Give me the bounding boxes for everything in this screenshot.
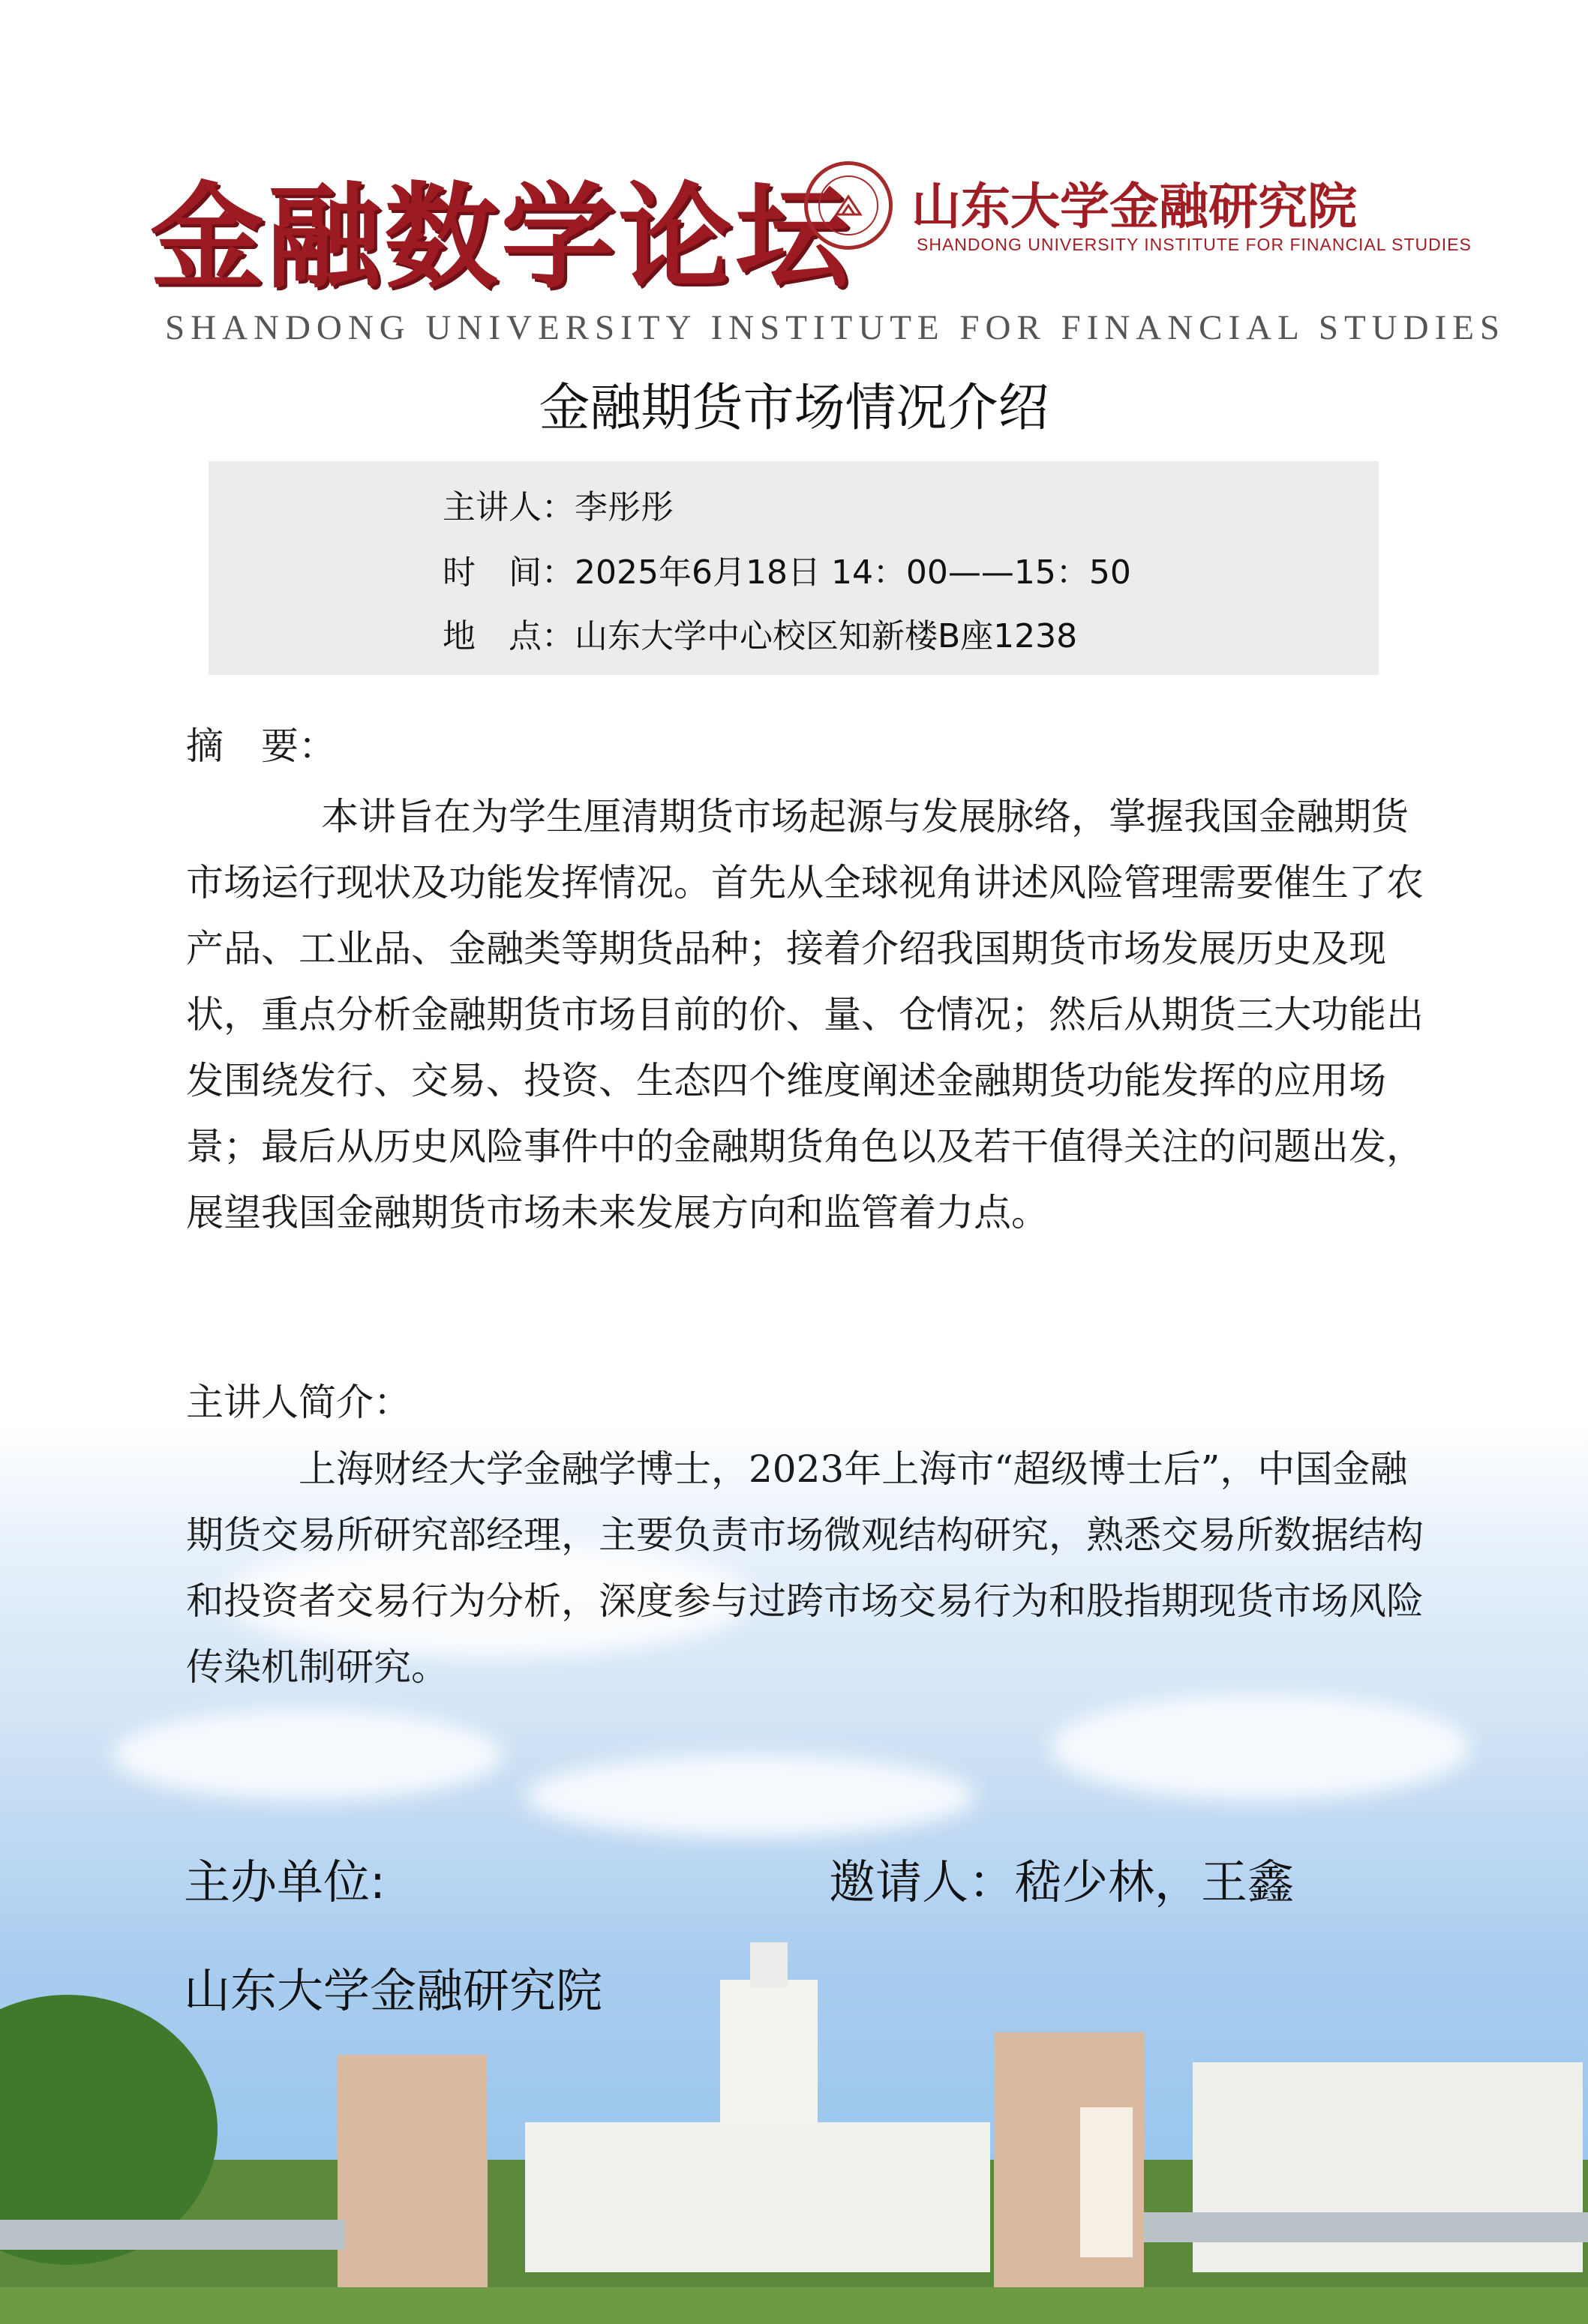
bio-text: 上海财经大学金融学博士，2023年上海市“超级博士后”，中国金融期货交易所研究部经理，主要负责市场微观结构研究，熟悉交易所数据结构和投资者交易行为分析，深度参与过跨市场交易行为和股指期现货市场风险传染机制研究。 bbox=[186, 1447, 1424, 1689]
cloud bbox=[1050, 1695, 1470, 1800]
organizer-label: 主办单位: bbox=[184, 1855, 386, 1909]
institute-name-en: SHANDONG UNIVERSITY INSTITUTE FOR FINANCIAL STUDIES bbox=[917, 235, 1472, 254]
abstract-heading: 摘 要： bbox=[186, 724, 336, 768]
campus-gate-illustration bbox=[0, 1935, 1588, 2324]
place-line: 地 点：山东大学中心校区知新楼B座1238 bbox=[443, 617, 1078, 655]
gate-pillar-left bbox=[338, 2055, 488, 2324]
gate-wall-right bbox=[1144, 2212, 1588, 2242]
seal-emblem-icon bbox=[833, 190, 863, 220]
main-building bbox=[525, 2122, 990, 2272]
cloud bbox=[525, 1755, 975, 1837]
gate-wall-left bbox=[0, 2220, 345, 2250]
page-title: 金融期货市场情况介绍 bbox=[539, 379, 1049, 438]
foreground-hedge bbox=[0, 2287, 1588, 2324]
institute-wide-title: SHANDONG UNIVERSITY INSTITUTE FOR FINANCIAL STUDIES bbox=[165, 308, 1506, 347]
tower-top bbox=[750, 1942, 788, 1987]
organizer-name: 山东大学金融研究院 bbox=[184, 1963, 603, 2018]
gate-plaque bbox=[1080, 2107, 1133, 2257]
institute-name-cn: 山东大学金融研究院 bbox=[911, 177, 1357, 235]
abstract-text: 本讲旨在为学生厘清期货市场起源与发展脉络，掌握我国金融期货市场运行现状及功能发挥情况。首先从全球视角讲述风险管理需要催生了农产品、工业品、金融类等期货品种；接着介绍我国期货市场发展历史及现状，重点分析金融期货市场目前的价、量、仓情况；然后从期货三大功能出发围绕发行、交易、投资、生态四个维度阐述金融期货功能发挥的应用场景；最后从历史风险事件中的金融期货角色以及若干值得关注的问题出发，展望我国金融期货市场未来发展方向和监管着力点。 bbox=[186, 795, 1424, 1234]
bio-heading: 主讲人简介： bbox=[186, 1381, 411, 1424]
time-line: 时 间：2025年6月18日 14：00——15：50 bbox=[443, 553, 1131, 592]
cloud bbox=[113, 1710, 503, 1800]
university-seal-icon bbox=[804, 161, 893, 250]
inviter-line: 邀请人：嵇少林，王鑫 bbox=[829, 1855, 1295, 1909]
speaker-line: 主讲人：李彤彤 bbox=[443, 488, 674, 526]
forum-title: 金融数学论坛 bbox=[150, 169, 852, 304]
